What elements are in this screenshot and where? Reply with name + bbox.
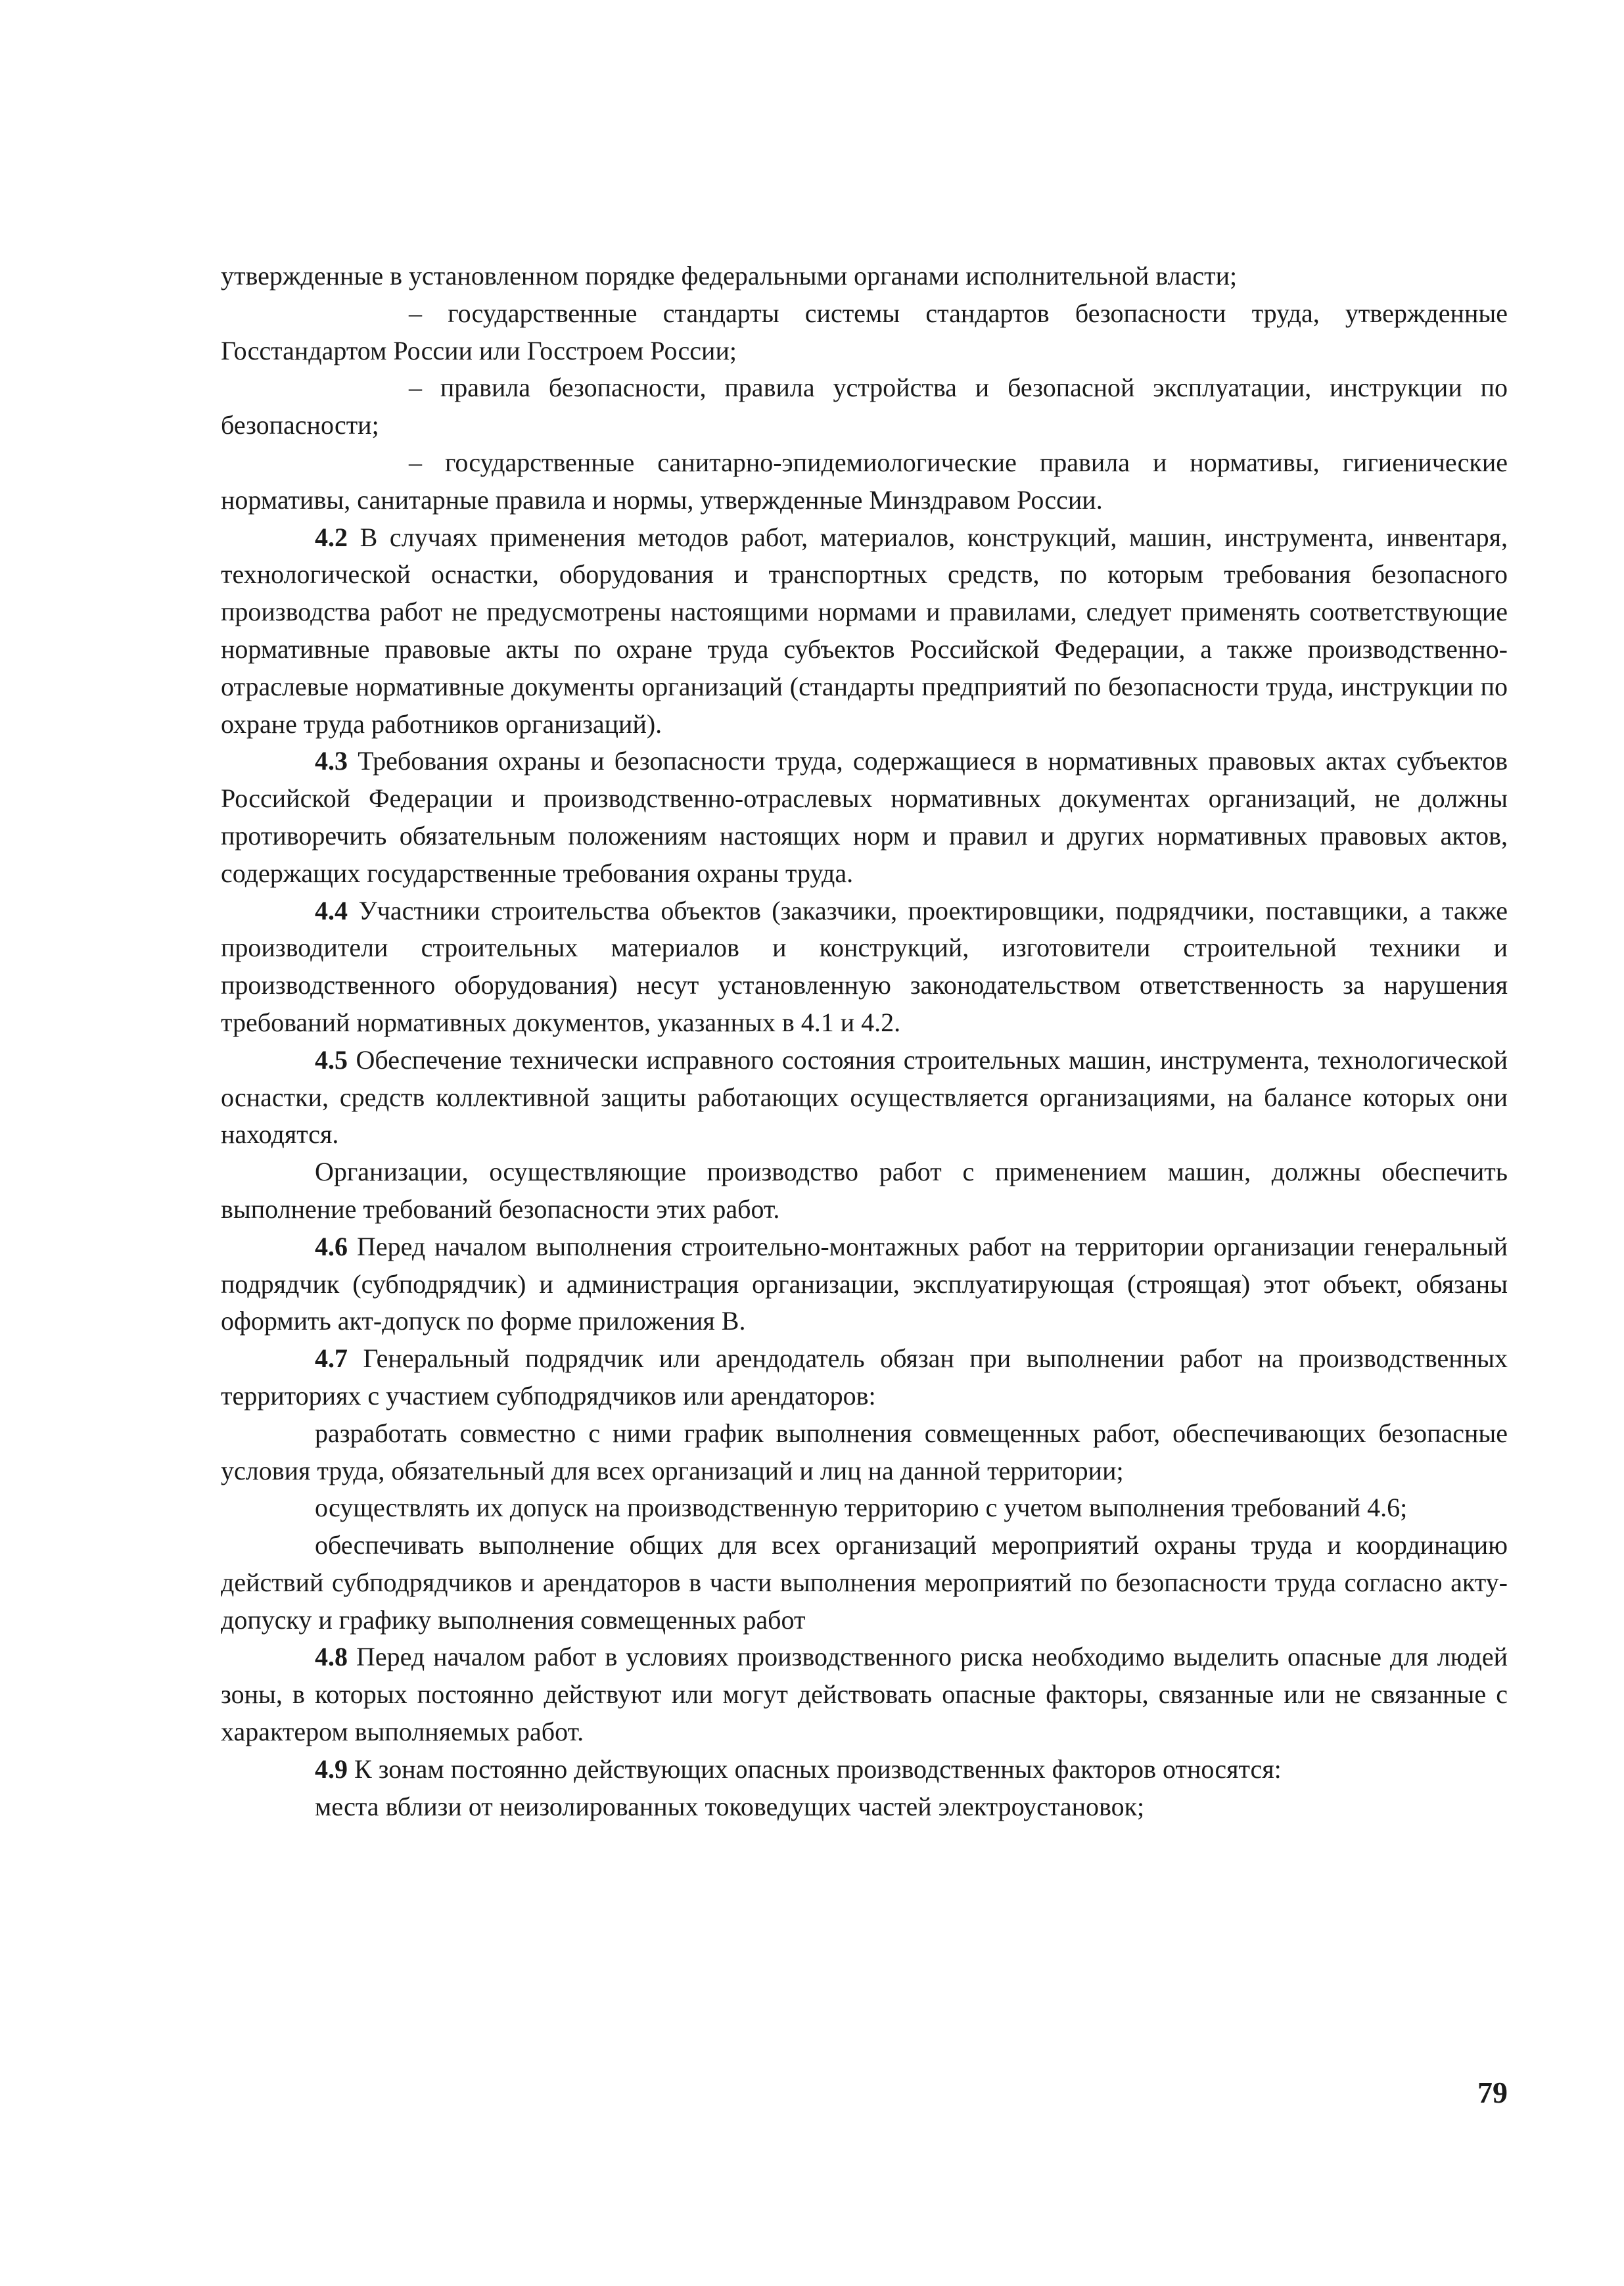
indented-paragraph: Организации, осуществляющие производство работ с применением машин, должны обеспечить выполнение требований безопасности этих работ. bbox=[221, 1157, 1508, 1224]
section-number: 4.6 bbox=[315, 1231, 348, 1261]
section-paragraph bbox=[221, 1228, 1508, 1340]
section-text: К зонам постоянно действующих опасных производственных факторов относятся: bbox=[354, 1754, 1282, 1784]
section-paragraph bbox=[221, 1751, 1508, 1788]
indented-paragraph: разработать совместно с ними график выполнения совмещенных работ, обеспечивающих безопасные условия труда, обязательный для всех организаций и лиц на данной территории; bbox=[221, 1418, 1508, 1485]
section-number: 4.3 bbox=[315, 746, 348, 776]
section-number: 4.5 bbox=[315, 1044, 348, 1075]
section-number: 4.8 bbox=[315, 1642, 348, 1672]
section-text: Перед началом работ в условиях производственного риска необходимо выделить опасные для людей зоны, в которых постоянно действуют или могут действовать опасные факторы, связанные или не связанные с характером выполняемых работ. bbox=[221, 1642, 1508, 1747]
bullet-text: государственные санитарно-эпидемиологические правила и нормативы, гигиенические нормативы, санитарные правила и нормы, утвержденные Минздравом России. bbox=[221, 447, 1508, 515]
section-number: 4.2 bbox=[315, 522, 348, 552]
section-text: Требования охраны и безопасности труда, содержащиеся в нормативных правовых актах субъектов Российской Федерации и производственно-отраслевых нормативных документах организаций, не должны противоречить обязательным положениям настоящих норм и правил и других нормативных правовых актов, содержащих государственные требования охраны труда. bbox=[221, 746, 1508, 888]
section-text: Перед началом выполнения строительно-монтажных работ на территории организации генеральный подрядчик (субподрядчик) и администрация организации, эксплуатирующая (строящая) этот объект, обязаны оформить акт-допуск по форме приложения В. bbox=[221, 1231, 1508, 1336]
section-text: Обеспечение технически исправного состояния строительных машин, инструмента, технологической оснастки, средств коллективной защиты работающих осуществляется организациями, на балансе которых они находятся. bbox=[221, 1044, 1508, 1150]
bullet-dash: – bbox=[409, 447, 422, 477]
section-paragraph bbox=[221, 519, 1508, 743]
document-body bbox=[221, 258, 1508, 1825]
bullet-text: правила безопасности, правила устройства и безопасной эксплуатации, инструкции по безопасности; bbox=[221, 373, 1508, 440]
bullet-text: государственные стандарты системы стандартов безопасности труда, утвержденные Госстандартом России или Госстроем России; bbox=[221, 298, 1508, 365]
section-text: Генеральный подрядчик или арендодатель обязан при выполнении работ на производственных территориях с участием субподрядчиков или арендаторов: bbox=[221, 1343, 1508, 1411]
section-paragraph bbox=[221, 1042, 1508, 1154]
section-paragraph bbox=[221, 743, 1508, 892]
bullet-item bbox=[221, 369, 1508, 444]
section-paragraph bbox=[221, 1639, 1508, 1750]
section-paragraph bbox=[221, 893, 1508, 1042]
section-number: 4.9 bbox=[315, 1754, 348, 1784]
section-text: В случаях применения методов работ, материалов, конструкций, машин, инструмента, инвентаря, технологической оснастки, оборудования и транспортных средств, по которым требования безопасного производства работ не предусмотрены настоящими нормами и правилами, следует применять соответствующие нормативные правовые акты по охране труда субъектов Российской Федерации, а также производственно-отраслевые нормативные документы организаций (стандарты предприятий по безопасности труда, инструкции по охране труда работников организаций). bbox=[221, 522, 1508, 739]
section-paragraph bbox=[221, 1340, 1508, 1415]
indented-paragraph: осуществлять их допуск на производственную территорию с учетом выполнения требований 4.6; bbox=[315, 1493, 1408, 1523]
continuation-paragraph: утвержденные в установленном порядке федеральными органами исполнительной власти; bbox=[221, 261, 1238, 291]
section-number: 4.4 bbox=[315, 895, 348, 925]
indented-paragraph: места вблизи от неизолированных токоведущих частей электроустановок; bbox=[315, 1791, 1145, 1821]
bullet-item bbox=[221, 295, 1508, 370]
bullet-dash: – bbox=[409, 298, 422, 328]
page-number: 79 bbox=[1477, 2076, 1508, 2109]
bullet-dash: – bbox=[409, 373, 422, 403]
section-text: Участники строительства объектов (заказчики, проектировщики, подрядчики, поставщики, а также производители строительных материалов и конструкций, изготовители строительной техники и производственного оборудования) несут установленную законодательством ответственность за нарушения требований нормативных документов, указанных в 4.1 и 4.2. bbox=[221, 895, 1508, 1037]
section-number: 4.7 bbox=[315, 1343, 348, 1374]
indented-paragraph: обеспечивать выполнение общих для всех организаций мероприятий охраны труда и координацию действий субподрядчиков и арендаторов в части выполнения мероприятий по безопасности труда согласно акту-допуску и графику выполнения совмещенных работ bbox=[221, 1530, 1508, 1635]
bullet-item bbox=[221, 444, 1508, 519]
